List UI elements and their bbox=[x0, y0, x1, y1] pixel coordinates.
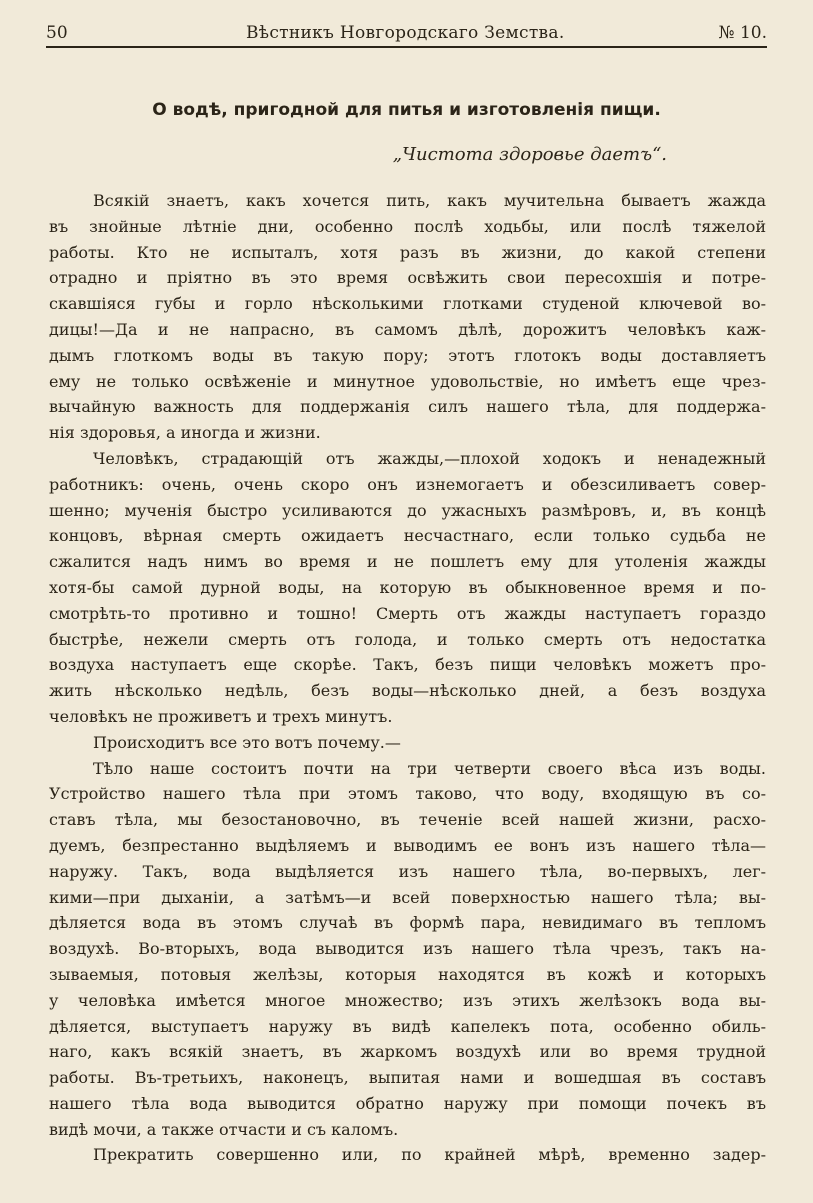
text-line: быстрѣе, нежели смерть отъ голода, и только смерть отъ недостатка bbox=[49, 629, 766, 649]
text-line: кими—при дыханіи, а затѣмъ—и всей поверхностью нашего тѣла; вы- bbox=[49, 887, 766, 907]
text-line: воздуха наступаетъ еще скорѣе. Такъ, безъ пищи человѣкъ можетъ про- bbox=[49, 655, 766, 675]
text-line: человѣкъ не проживетъ и трехъ минутъ. bbox=[49, 706, 393, 726]
text-line: у человѣка имѣется многое множество; изъ этихъ желѣзокъ вода вы- bbox=[49, 990, 766, 1010]
text-line: Прекратить совершенно или, по крайней мѣрѣ, временно задер- bbox=[93, 1145, 766, 1165]
text-line: въ знойные лѣтніе дни, особенно послѣ ходьбы, или послѣ тяжелой bbox=[49, 216, 766, 236]
text-line: Устройство нашего тѣла при этомъ таково, что воду, входящую въ со- bbox=[49, 784, 766, 804]
article-body bbox=[49, 188, 766, 1168]
text-line: скавшіяся губы и горло нѣсколькими глотками студеной ключевой во- bbox=[49, 294, 766, 314]
text-line: сжалится надъ нимъ во время и не пошлетъ ему для утоленія жажды bbox=[49, 552, 766, 572]
text-line: дуемъ, безпрестанно выдѣляемъ и выводимъ ее вонъ изъ нашего тѣла— bbox=[49, 835, 766, 855]
text-line: Тѣло наше состоитъ почти на три четверти своего вѣса изъ воды. bbox=[93, 758, 766, 778]
text-line: жить нѣсколько недѣль, безъ воды—нѣсколько дней, а безъ воздуха bbox=[49, 681, 766, 701]
text-line: видѣ мочи, а также отчасти и съ каломъ. bbox=[49, 1119, 399, 1139]
text-line: работникъ: очень, очень скоро онъ изнемогаетъ и обезсиливаетъ совер- bbox=[49, 474, 766, 494]
text-line: дицы!—Да и не напрасно, въ самомъ дѣлѣ, дорожитъ человѣкъ каж- bbox=[49, 319, 766, 339]
text-line: Человѣкъ, страдающій отъ жажды,—плохой ходокъ и ненадежный bbox=[93, 448, 766, 468]
text-line: Всякій знаетъ, какъ хочется пить, какъ мучительна бываетъ жажда bbox=[93, 191, 766, 210]
issue-number: № 10. bbox=[718, 23, 767, 43]
text-line: ставъ тѣла, мы безостановочно, въ теченіе всей нашей жизни, расхо- bbox=[49, 810, 766, 830]
text-line: вычайную важность для поддержанія силъ нашего тѣла, для поддержа- bbox=[49, 397, 766, 417]
header-rule bbox=[46, 46, 767, 48]
text-line: нашего тѣла вода выводится обратно наружу при помощи почекъ въ bbox=[49, 1093, 766, 1113]
text-line: концовъ, вѣрная смерть ожидаетъ несчастнаго, если только судьба не bbox=[49, 526, 766, 546]
text-line: отрадно и пріятно въ это время освѣжить свои пересохшія и потре- bbox=[49, 268, 766, 288]
text-line: смотрѣть-то противно и тошно! Смерть отъ жажды наступаетъ гораздо bbox=[49, 603, 766, 623]
text-line: дѣляется, выступаетъ наружу въ видѣ капелекъ пота, особенно обиль- bbox=[49, 1016, 766, 1036]
text-line: наружу. Такъ, вода выдѣляется изъ нашего тѣла, во-первыхъ, лег- bbox=[49, 861, 766, 881]
text-line: хотя-бы самой дурной воды, на которую въ обыкновенное время и по- bbox=[49, 577, 766, 597]
text-line: зываемыя, потовыя желѣзы, которыя находятся въ кожѣ и которыхъ bbox=[49, 964, 766, 984]
text-line: дымъ глоткомъ воды въ такую пору; этотъ глотокъ воды доставляетъ bbox=[49, 345, 766, 365]
page-number: 50 bbox=[46, 23, 68, 43]
article-title: О водѣ, пригодной для питья и изготовленія пищи. bbox=[152, 100, 661, 120]
text-line: нія здоровья, а иногда и жизни. bbox=[49, 423, 321, 443]
text-line: работы. Кто не испыталъ, хотя разъ въ жизни, до какой степени bbox=[49, 242, 766, 262]
text-line: работы. Въ-третьихъ, наконецъ, выпитая нами и вошедшая въ составъ bbox=[49, 1068, 766, 1088]
text-line: воздухѣ. Во-вторыхъ, вода выводится изъ нашего тѣла чрезъ, такъ на- bbox=[49, 939, 766, 959]
text-line: Происходитъ все это вотъ почему.— bbox=[93, 732, 401, 752]
text-line: ему не только освѣженіе и минутное удовольствіе, но имѣетъ еще чрез- bbox=[49, 371, 766, 391]
journal-title: Вѣстникъ Новгородскаго Земства. bbox=[246, 23, 565, 43]
epigraph: „Чистота здоровье даетъ“. bbox=[392, 144, 667, 165]
text-line: дѣляется вода въ этомъ случаѣ въ формѣ пара, невидимаго въ тепломъ bbox=[49, 913, 766, 933]
text-line: шенно; мученія быстро усиливаются до ужасныхъ размѣровъ, и, въ концѣ bbox=[49, 500, 766, 520]
text-line: наго, какъ всякій знаетъ, въ жаркомъ воздухѣ или во время трудной bbox=[49, 1042, 766, 1062]
running-header bbox=[46, 20, 767, 48]
